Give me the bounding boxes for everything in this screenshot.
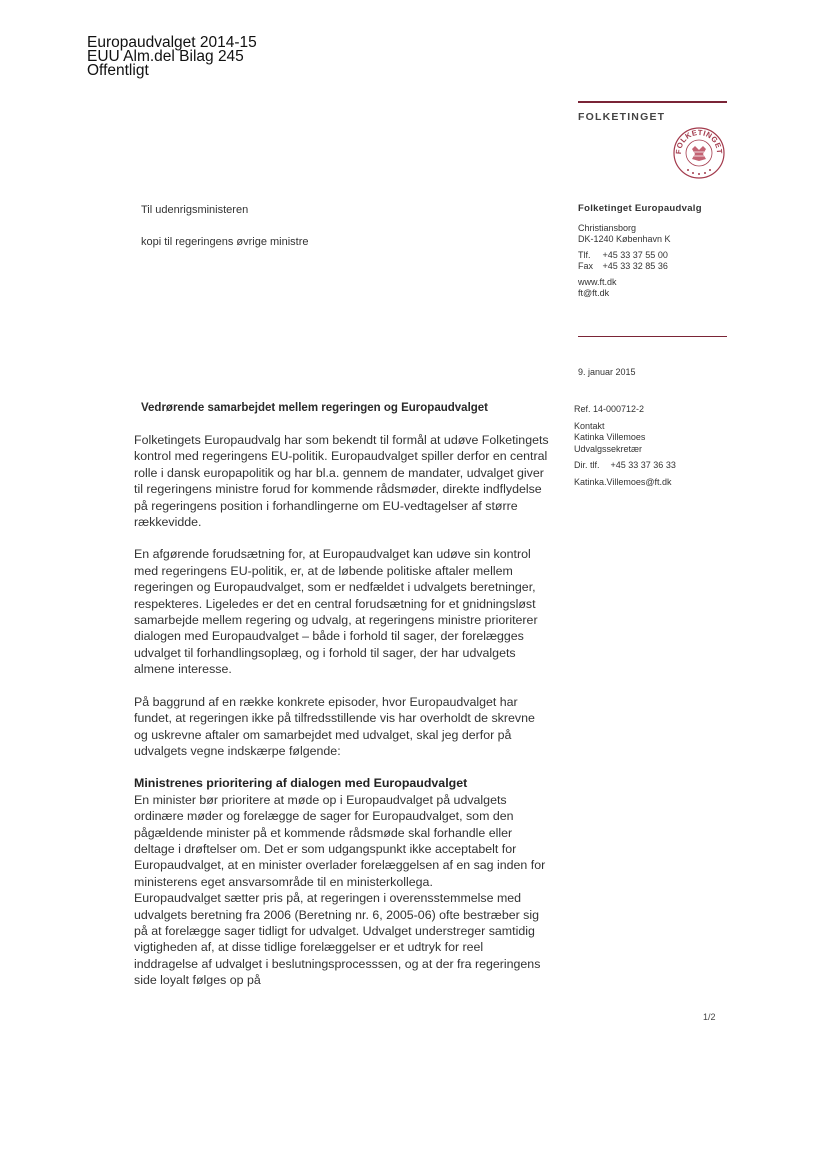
sender-org: Folketinget Europaudvalg — [578, 203, 702, 214]
address-bottom-rule — [578, 336, 727, 337]
archive-stamp — [87, 36, 257, 78]
contact-title: Udvalgssekretær — [574, 443, 643, 454]
body-paragraph: En afgørende forudsætning for, at Europaudvalget kan udøve sin kontrol med regeringens EU-politik, er, at de løbende politiske aftaler mellem regeringen og Europaudvalget, som er nedfældet i udvalgets beretninger, respekteres. Ligeledes er det en central forudsætning for et gnidningsløst samarbejde mellem regering og udvalg, at regeringens ministre prioriterer dialogen med Europaudvalget – både i forhold til sager, der forelægges udvalget til forhandlingsoplæg, og i forhold til sager, der har udvalgets almene interesse. — [134, 547, 538, 677]
fax-label: Fax — [578, 261, 594, 271]
recipient-to: Til udenrigsministeren — [141, 204, 249, 216]
stamp-line-committee: Europaudvalget 2014-15 — [87, 34, 257, 51]
direct-phone-row — [574, 460, 676, 472]
recipient-copy: kopi til regeringens øvrige ministre — [141, 236, 309, 248]
sender-web: www.ft.dk — [578, 277, 617, 287]
contact-name: Katinka Villemoes — [574, 432, 646, 442]
stamp-line-public: Offentligt — [87, 62, 149, 79]
section-heading: Ministrenes prioritering af dialogen med Europaudvalget — [134, 776, 468, 791]
stamp-line-bilag: EUU Alm.del Bilag 245 — [87, 48, 244, 65]
body-paragraph: På baggrund af en række konkrete episoder, hvor Europaudvalget har fundet, at regeringen ikke på tilfredsstillende vis har overholdt de skrevne og uskrevne aftaler om samarbejdet med udvalget, skal jeg derfor på udvalgets vegne indskærpe følgende: — [134, 694, 535, 758]
reference-block — [574, 404, 676, 488]
phone-label: Tlf. — [578, 250, 591, 260]
letter-body — [134, 432, 550, 989]
letterhead-top-rule — [578, 101, 727, 103]
phone-number: +45 33 37 55 00 — [602, 250, 668, 260]
sender-city: DK-1240 København K — [578, 234, 671, 244]
section-paragraph: Europaudvalget sætter pris på, at regeringen i overensstemmelse med udvalgets beretning fra 2006 (Beretning nr. 6, 2005-06) ofte bestræber sig på at forelægge sager tidligt for udvalget. Udvalget understreger samtidig vigtigheden af, at disse tidlige forelæggelser er et udtryk for reel inddragelse af udvalget i beslutningsprocesssen, og at der fra regeringens side loyalt følges op på — [134, 891, 541, 988]
reference-number: Ref. 14-000712-2 — [574, 404, 645, 414]
sender-address — [578, 203, 702, 299]
folketinget-seal-icon — [672, 126, 726, 180]
letter-date: 9. januar 2015 — [578, 367, 636, 377]
sender-phone-row — [578, 250, 702, 261]
body-paragraph: Folketingets Europaudvalg har som bekendt til formål at udøve Folketingets kontrol med regeringens EU-politik. Europaudvalget spiller derfor en central rolle i dansk europapolitik og har bl.a. gennem de mandater, udvalget giver til regeringens ministre forud for kommende rådsmøder, direkte indflydelse på regeringens position i forhandlingerne om EU-vedtagelser af større rækkevidde. — [134, 433, 549, 530]
section-paragraph: En minister bør prioritere at møde op i Europaudvalget på udvalgets ordinære møder og forelægge de sager for Europaudvalget, som den pågældende minister på et kommende rådsmøde skal forhandle eller deltage i drøftelser om. Det er som udgangspunkt ikke acceptabelt for Europaudvalget, at en minister overlader forelæggelsen af en sag inden for ministerens eget ansvarsområde til en ministerkollega. — [134, 792, 546, 889]
seal-lettering: FOLKETINGET — [673, 127, 725, 155]
sender-street: Christiansborg — [578, 223, 637, 233]
sender-fax-row — [578, 261, 702, 272]
direct-phone-label: Dir. tlf. — [574, 460, 600, 470]
fax-number: +45 33 32 85 36 — [602, 261, 668, 271]
letter-subject: Vedrørende samarbejdet mellem regeringen og Europaudvalget — [141, 402, 489, 414]
direct-phone: +45 33 37 36 33 — [610, 460, 676, 470]
page-number: 1/2 — [703, 1012, 716, 1022]
sender-email: ft@ft.dk — [578, 288, 610, 298]
letterhead-name: FOLKETINGET — [578, 111, 666, 123]
contact-label: Kontakt — [574, 420, 605, 431]
contact-email: Katinka.Villemoes@ft.dk — [574, 476, 672, 487]
